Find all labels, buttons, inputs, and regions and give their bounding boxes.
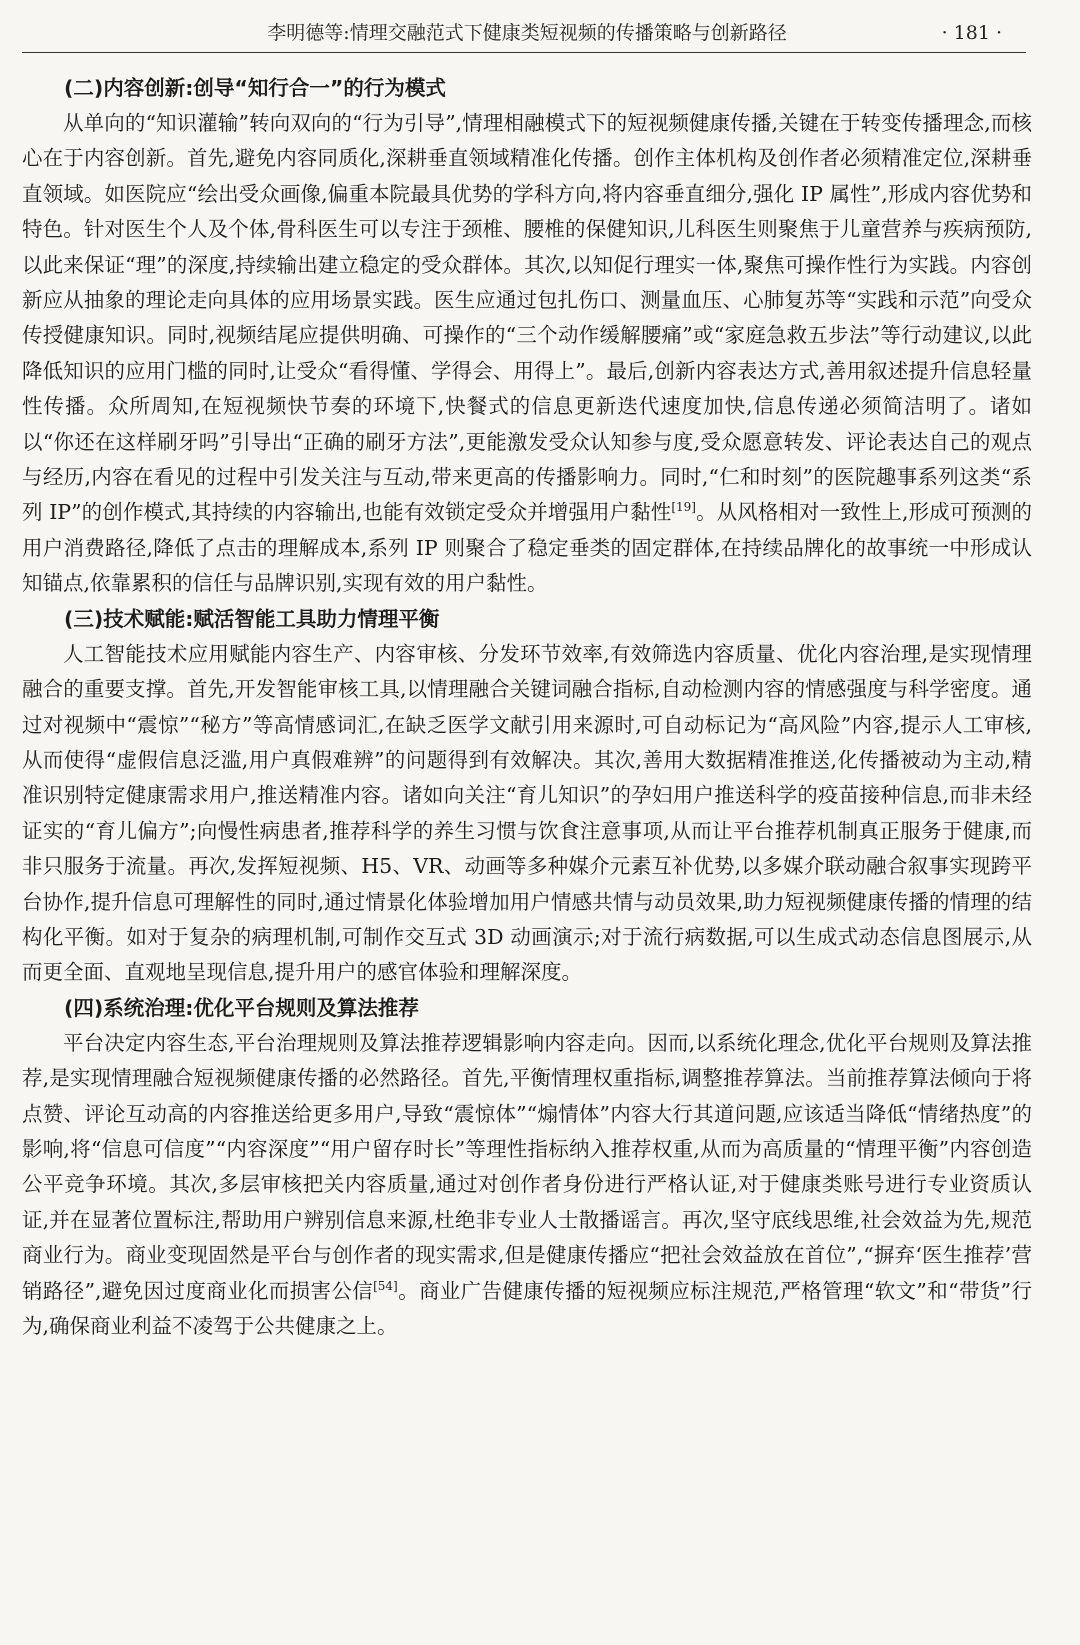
page-number: · 181 · — [941, 22, 1002, 44]
citation-ref: [54] — [373, 1278, 398, 1293]
paragraph-text: 人工智能技术应用赋能内容生产、内容审核、分发环节效率,有效筛选内容质量、优化内容治理,是实现情理融合的重要支撑。首先,开发智能审核工具,以情理融合关键词融合指标,自动检测内容的情感强度与科学密度。通过对视频中“震惊”“秘方”等高情感词汇,在缺乏医学文献引用来源时,可自动标记为“高风险”内容,提示人工审核,从而使得“虚假信息泛滥,用户真假难辨”的问题得到有效解决。其次,善用大数据精准推送,化传播被动为主动,精准识别特定健康需求用户,推送精准内容。诸如向关注“育儿知识”的孕妇用户推送科学的疫苗接种信息,而非未经证实的“育儿偏方”;向慢性病患者,推荐科学的养生习惯与饮食注意事项,从而让平台推荐机制真正服务于健康,而非只服务于流量。再次,发挥短视频、H5、VR、动画等多种媒介元素互补优势,以多媒介联动融合叙事实现跨平台协作,提升信息可理解性的同时,通过情景化体验增加用户情感共情与动员效果,助力短视频健康传播的情理的结构化平衡。如对于复杂的病理机制,可制作交互式 3D 动画演示;对于流行病数据,可以生成式动态信息图展示,从而更全面、直观地呈现信息,提升用户的感官体验和理解深度。 — [22, 641, 1032, 985]
section-heading-system-governance: (四)系统治理:优化平台规则及算法推荐 — [64, 995, 419, 1020]
section-heading-content-innovation: (二)内容创新:创导“知行合一”的行为模式 — [64, 76, 446, 100]
article-body — [22, 71, 1032, 1344]
header-rule — [22, 52, 1026, 53]
paragraph-text-continued: 。从风格相对一致性上,形成可预测的用户消费路径,降低了点击的理解成本,系列 IP 则聚合了稳定垂类的固定群体,在持续品牌化的故事统一中形成认知锚点,依靠累积的信任与品牌识别,实现有效的用户黏性。 — [22, 500, 1033, 596]
running-header-title: 李明德等:情理交融范式下健康类短视频的传播策略与创新路径 — [267, 22, 787, 44]
paragraph-text: 从单向的“知识灌输”转向双向的“行为引导”,情理相融模式下的短视频健康传播,关键在于转变传播理念,而核心在于内容创新。首先,避免内容同质化,深耕垂直领域精准化传播。创作主体机构及创作者必须精准定位,深耕垂直领域。如医院应“绘出受众画像,偏重本院最具优势的学科方向,将内容垂直细分,强化 IP 属性”,形成内容优势和特色。针对医生个人及个体,骨科医生可以专注于颈椎、腰椎的保健知识,儿科医生则聚焦于儿童营养与疾病预防,以此来保证“理”的深度,持续输出建立稳定的受众群体。其次,以知促行理实一体,聚焦可操作性行为实践。内容创新应从抽象的理论走向具体的应用场景实践。医生应通过包扎伤口、测量血压、心肺复苏等“实践和示范”向受众传授健康知识。同时,视频结尾应提供明确、可操作的“三个动作缓解腰痛”或“家庭急救五步法”等行动建议,以此降低知识的应用门槛的同时,让受众“看得懂、学得会、用得上”。最后,创新内容表达方式,善用叙述提升信息轻量性传播。众所周知,在短视频快节奏的环境下,快餐式的信息更新迭代速度加快,信息传递必须简洁明了。诸如以“你还在这样刷牙吗”引导出“正确的刷牙方法”,更能激发受众认知参与度,受众愿意转发、评论表达自己的观点与经历,内容在看见的过程中引发关注与互动,带来更高的传播影响力。同时,“仁和时刻”的医院趣事系列这类“系列 IP”的创作模式,其持续的内容输出,也能有效锁定受众并增强用户黏性 — [22, 111, 1032, 525]
paragraph-content-innovation — [22, 106, 1032, 602]
paragraph-tech-empowerment — [22, 637, 1032, 991]
paragraph-text-continued: 。商业广告健康传播的短视频应标注规范,严格管理“软文”和“带货”行为,确保商业利益不凌驾于公共健康之上。 — [22, 1278, 1032, 1338]
paragraph-text: 平台决定内容生态,平台治理规则及算法推荐逻辑影响内容走向。因而,以系统化理念,优化平台规则及算法推荐,是实现情理融合短视频健康传播的必然路径。首先,平衡情理权重指标,调整推荐算法。当前推荐算法倾向于将点赞、评论互动高的内容推送给更多用户,导致“震惊体”“煽情体”内容大行其道问题,应该适当降低“情绪热度”的影响,将“信息可信度”“内容深度”“用户留存时长”等理性指标纳入推荐权重,从而为高质量的“情理平衡”内容创造公平竞争环境。其次,多层审核把关内容质量,通过对创作者身份进行严格认证,对于健康类账号进行专业资质认证,并在显著位置标注,帮助用户辨别信息来源,杜绝非专业人士散播谣言。再次,坚守底线思维,社会效益为先,规范商业行为。商业变现固然是平台与创作者的现实需求,但是健康传播应“把社会效益放在首位”,“摒弃‘医生推荐’营销路径”,避免因过度商业化而损害公信 — [22, 1030, 1032, 1303]
citation-ref: [19] — [671, 500, 696, 515]
section-heading-tech-empowerment: (三)技术赋能:赋活智能工具助力情理平衡 — [64, 606, 440, 631]
paragraph-system-governance — [22, 1026, 1032, 1345]
running-header — [22, 18, 1032, 48]
